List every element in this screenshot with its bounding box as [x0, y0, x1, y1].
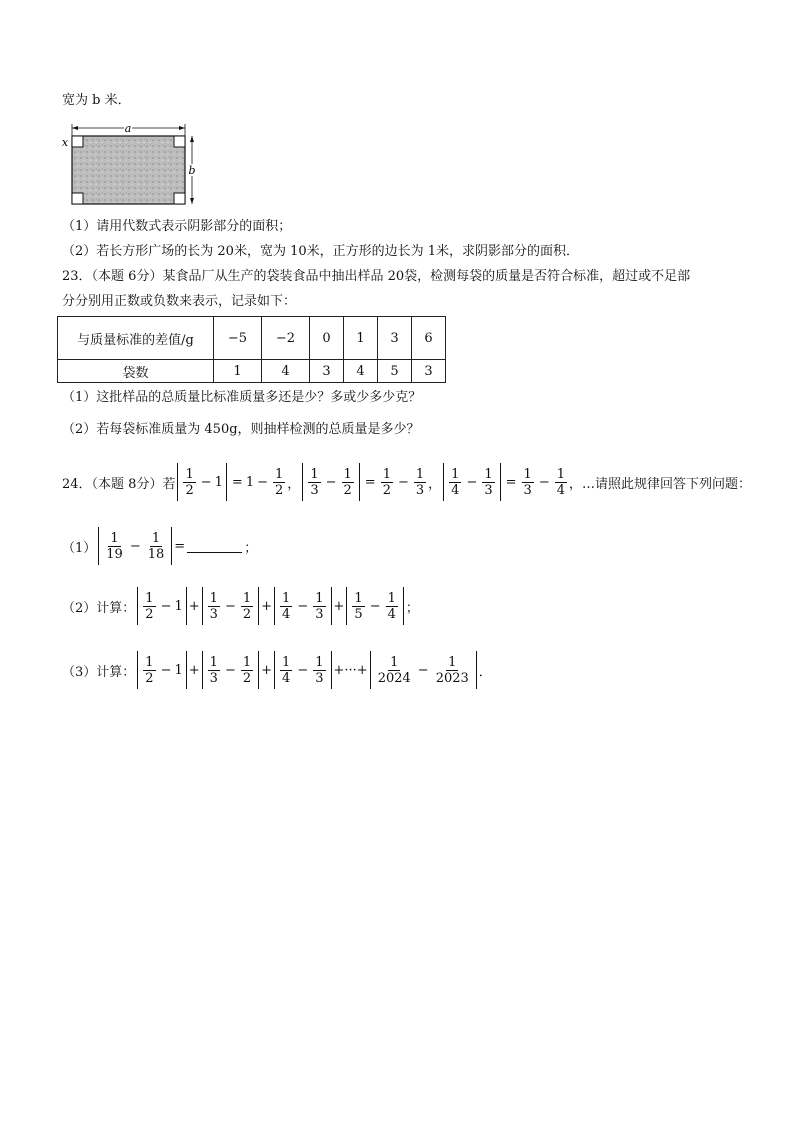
abs-expression: $\frac{1}{4}$ − $\frac{1}{3}$ — [274, 587, 331, 625]
abs-expression: $\frac{1}{2}$ − 1 — [177, 463, 226, 501]
abs-expression: $\frac{1}{4}$ − $\frac{1}{3}$ — [274, 651, 331, 689]
table-cell: 5 — [378, 360, 412, 383]
q24-suffix: ，…请照此规律回答下列问题： — [569, 476, 752, 492]
shaded-rectangle — [72, 136, 185, 204]
label-b: b — [188, 164, 196, 177]
corner-square — [72, 193, 83, 204]
q24-part1: （1） $\frac{1}{19}$ − $\frac{1}{18}$ = ； — [62, 526, 257, 566]
deviation-table — [57, 316, 446, 383]
q22-part1: （1）请用代数式表示阴影部分的面积； — [62, 219, 292, 234]
intro-line: 宽为 b 米． — [62, 93, 131, 108]
abs-expression: $\frac{1}{4}$ − $\frac{1}{3}$ — [443, 463, 500, 501]
q24-stem: 24．（本题 8分）若 $\frac{1}{2}$ − 1 = 1 − $\frac{1}{2}$ ， $\frac{1}{3}$ − $\frac{1}{2}$ = $\frac{1}{2}$ − $\frac{1}{3}$ ， $\frac{1}{4}$ − $\frac{1}{3}$ = $\frac{1}{3}$ − $\frac{1}{4}$ ，…请照此规律回答下列问题： — [62, 462, 751, 502]
table-cell: 3 — [412, 360, 446, 383]
abs-expression: $\frac{1}{3}$ − $\frac{1}{2}$ — [202, 587, 259, 625]
table-cell: −5 — [214, 317, 262, 360]
q23-part2: （2）若每袋标准质量为 450g，则抽样检测的总质量是多少？ — [62, 422, 420, 437]
table-header-cell: 与质量标准的差值/g — [58, 317, 214, 360]
abs-expression: $\frac{1}{19}$ − $\frac{1}{18}$ — [98, 527, 172, 565]
rectangle-figure — [62, 120, 202, 210]
q23-part1: （1）这批样品的总质量比标准质量多还是少？多或少多少克？ — [62, 390, 422, 405]
q23-stem-line2: 分分别用正数或负数来表示，记录如下： — [62, 294, 297, 309]
abs-expression: $\frac{1}{2}$ − 1 — [137, 587, 186, 625]
table-row — [58, 317, 446, 360]
q24-prefix: 24．（本题 8分）若 — [62, 476, 176, 492]
q23-stem-line1: 23．（本题 6分）某食品厂从生产的袋装食品中抽出样品 20袋，检测每袋的质量是否符合标准，超过或不足部 — [62, 269, 691, 284]
table-cell: 3 — [310, 360, 344, 383]
abs-expression: $\frac{1}{3}$ − $\frac{1}{2}$ — [202, 651, 259, 689]
corner-square — [174, 193, 185, 204]
abs-expression: $\frac{1}{5}$ − $\frac{1}{4}$ — [346, 587, 403, 625]
table-cell: 4 — [344, 360, 378, 383]
corner-square — [72, 136, 83, 147]
abs-expression: $\frac{1}{2}$ − 1 — [137, 651, 186, 689]
table-cell: 0 — [310, 317, 344, 360]
table-cell: 1 — [344, 317, 378, 360]
label-x: x — [62, 136, 69, 149]
q22-part2: （2）若长方形广场的长为 20米，宽为 10米，正方形的边长为 1米，求阴影部分的面积． — [62, 244, 580, 259]
table-header-cell: 袋数 — [58, 360, 214, 383]
table-cell: 4 — [262, 360, 310, 383]
answer-blank — [187, 540, 242, 553]
table-cell: 6 — [412, 317, 446, 360]
table-row — [58, 360, 446, 383]
table-cell: −2 — [262, 317, 310, 360]
table-cell: 3 — [378, 317, 412, 360]
abs-expression: $\frac{1}{2024}$ − $\frac{1}{2023}$ — [370, 651, 477, 689]
q24-part2: （2）计算： $\frac{1}{2}$ − 1 + $\frac{1}{3}$ − $\frac{1}{2}$ + $\frac{1}{4}$ − $\frac{1}{3}$ + $\frac{1}{5}$ − $\frac{1}{4}$ ； — [62, 586, 419, 626]
label-a: a — [124, 122, 132, 135]
abs-expression: $\frac{1}{3}$ − $\frac{1}{2}$ — [302, 463, 359, 501]
table-cell: 1 — [214, 360, 262, 383]
corner-square — [174, 136, 185, 147]
q24-part3: （3）计算： $\frac{1}{2}$ − 1 + $\frac{1}{3}$ − $\frac{1}{2}$ + $\frac{1}{4}$ − $\frac{1}{3}$ +···+ $\frac{1}{2024}$ − $\frac{1}{2023}$ ． — [62, 650, 492, 690]
